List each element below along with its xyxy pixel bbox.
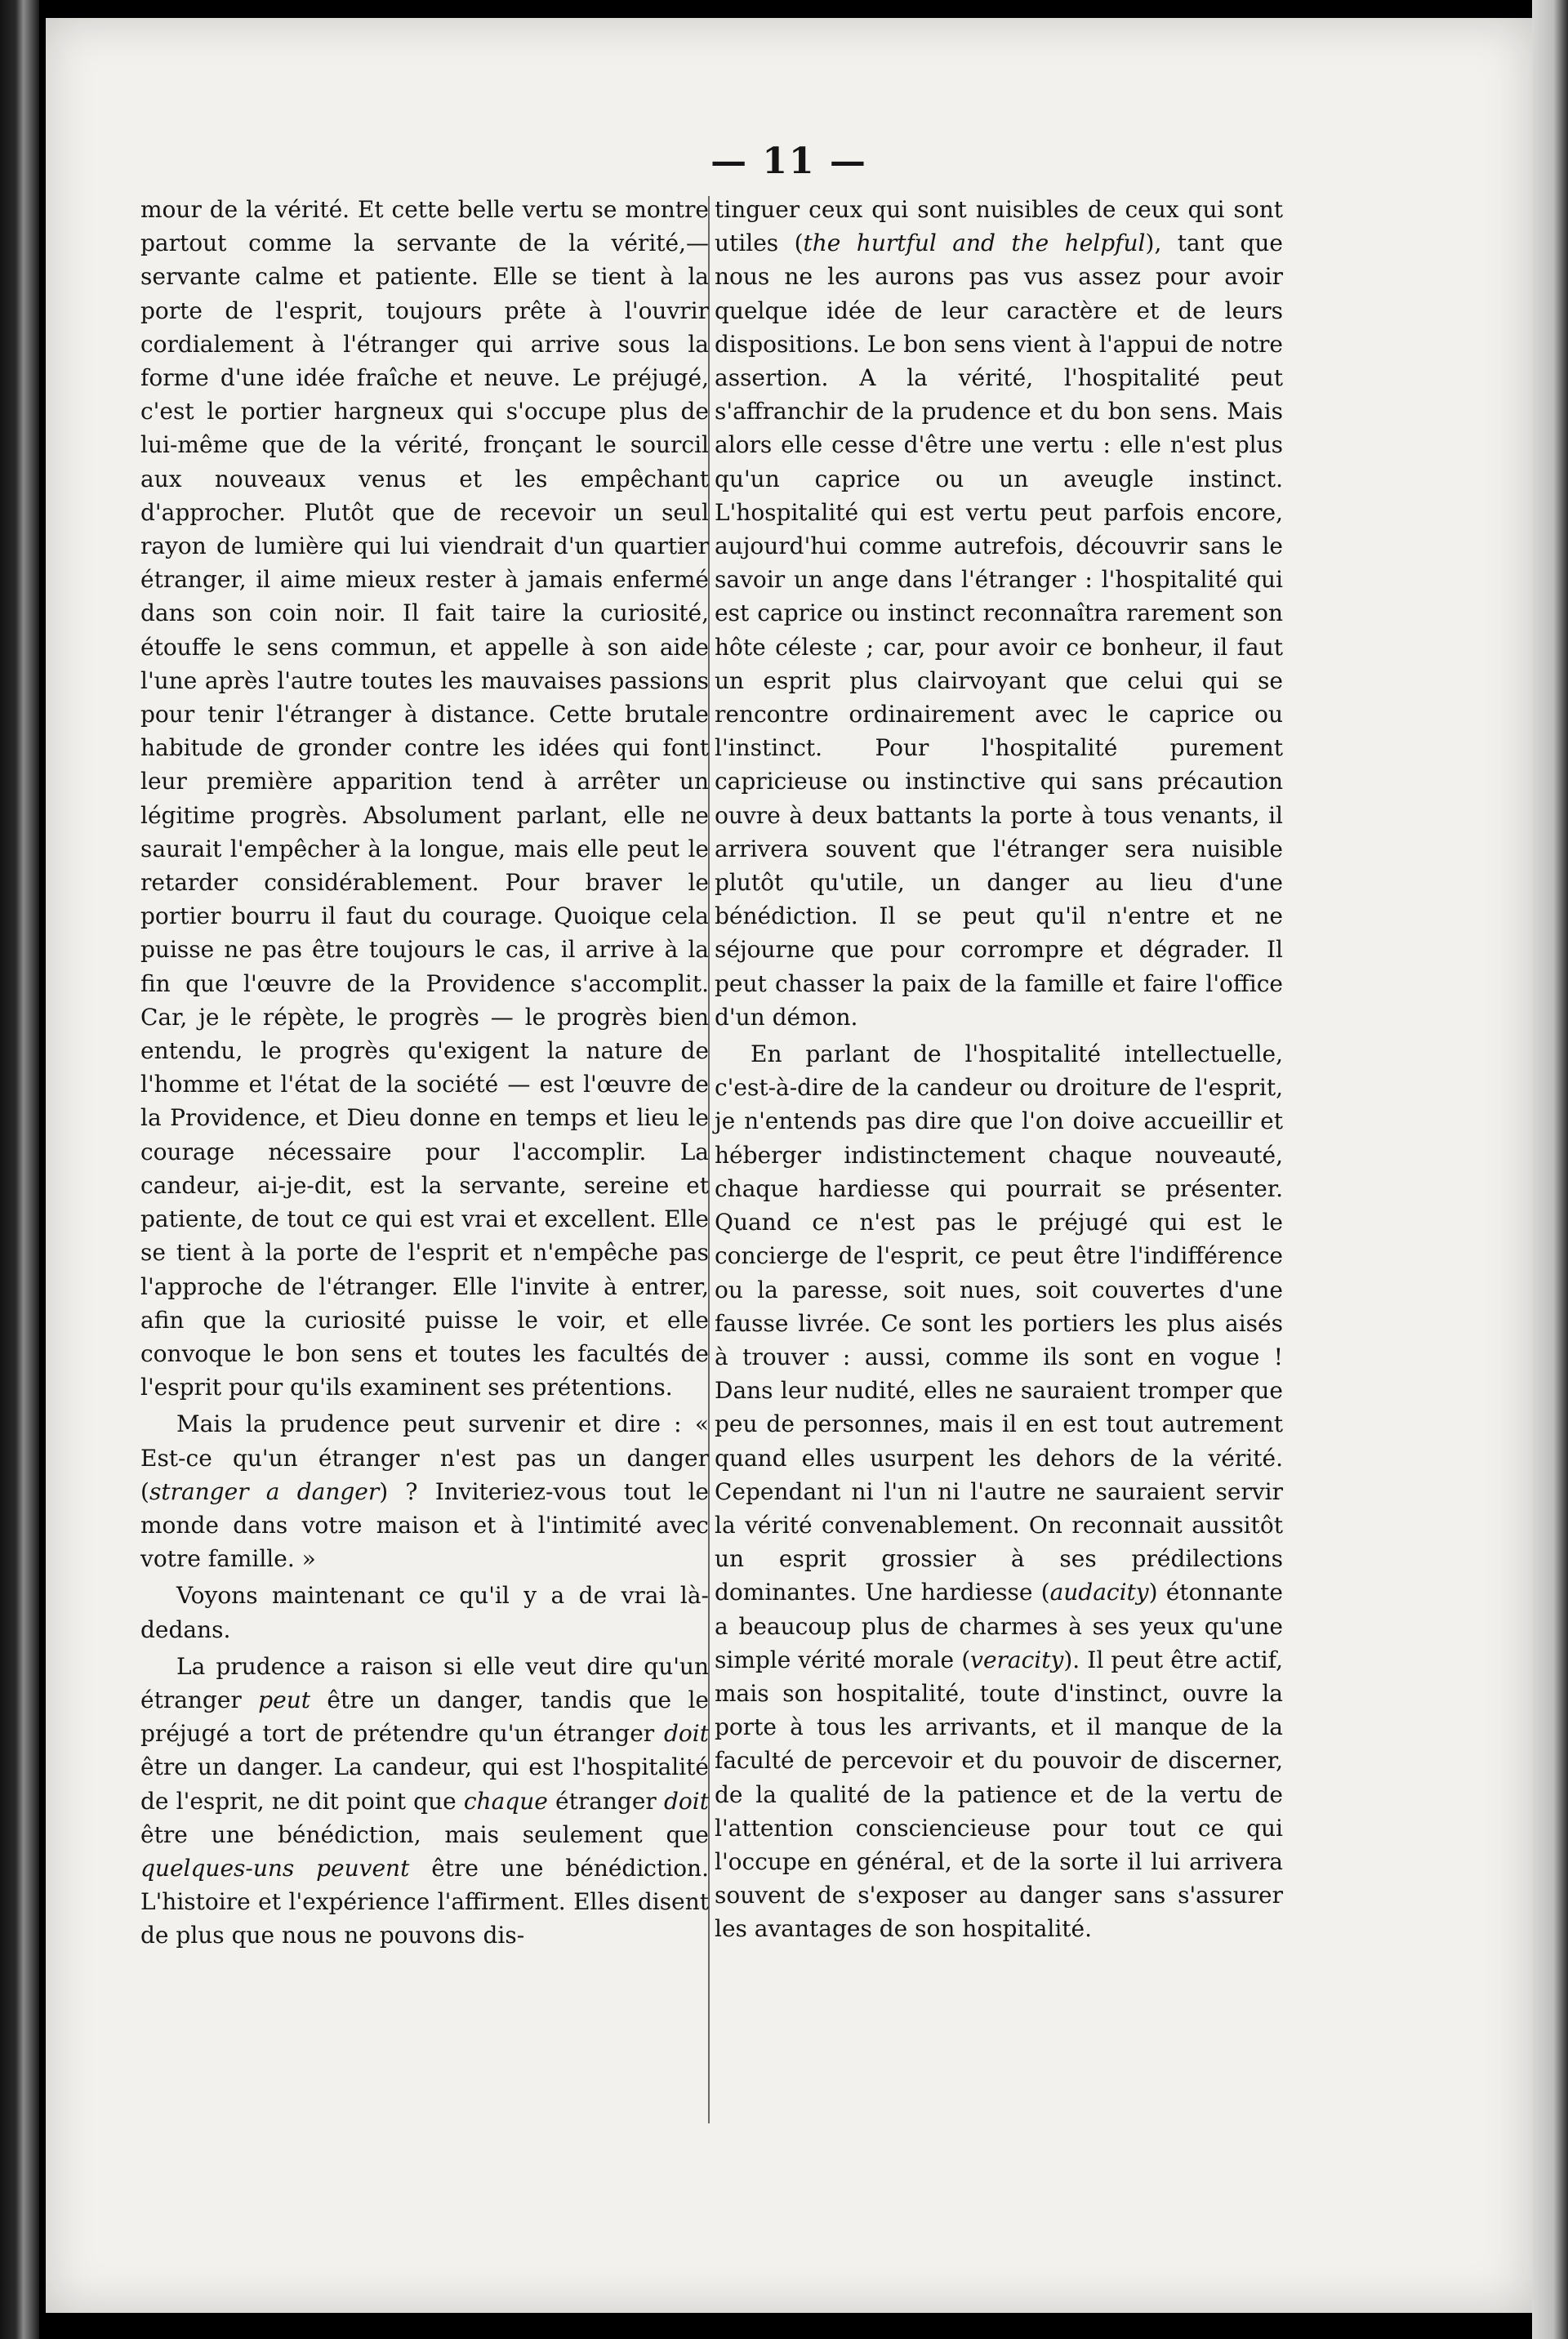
paragraph	[140, 1407, 709, 1575]
paragraph	[140, 1650, 709, 1953]
paragraph	[140, 1579, 709, 1646]
italic-text: quelques-uns peuvent	[140, 1854, 410, 1882]
text-run: La prudence a raison si elle veut dire qu'un étranger	[140, 1652, 709, 1713]
text-run: ). Il peut être actif, mais son hospitalité, toute d'instinct, ouvre la porte à tous les arrivants, et il manque de la faculté de percevoir et du pouvoir de discerner, de la qualité de la patience et de la vertu de l'attention consciencieuse pour tout ce qui l'occupe en général, et de la sorte il lui arrivera souvent de s'exposer au danger sans s'assurer les avantages de son hospitalité.	[715, 1646, 1283, 1943]
paragraph	[140, 193, 709, 1404]
italic-text: doit	[664, 1720, 709, 1748]
italic-text: veracity	[970, 1646, 1064, 1673]
text-run: être une bénédiction. L'histoire et l'expérience l'affirment. Elles disent de plus que nous ne pouvons dis-	[140, 1854, 709, 1949]
paragraph	[715, 193, 1283, 1034]
scan-right-margin	[1532, 0, 1568, 2339]
italic-text: the hurtful and the helpful	[803, 229, 1146, 257]
italic-text: chaque	[463, 1787, 548, 1815]
text-run: Mais la prudence peut survenir et dire : « Est-ce qu'un étranger n'est pas un danger (	[140, 1410, 709, 1505]
italic-text: audacity	[1049, 1579, 1149, 1606]
text-run: Voyons maintenant ce qu'il y a de vrai là-dedans.	[140, 1582, 709, 1643]
italic-text: stranger a danger	[149, 1477, 380, 1505]
text-run: tinguer ceux qui sont nuisibles de ceux qui sont utiles (	[715, 196, 1283, 257]
text-run: En parlant de l'hospitalité intellectuelle, c'est-à-dire de la candeur ou droiture de l'esprit, je n'entends pas dire que l'on doive accueillir et héberger indistinctement chaque nouveauté, chaque hardiesse qui pourrait se présenter. Quand ce n'est pas le préjugé qui est le concierge de l'esprit, ce peut être l'indifférence ou la paresse, soit nues, soit couvertes d'une fausse livrée. Ce sont les portiers les plus aisés à trouver : aussi, comme ils sont en vogue ! Dans leur nudité, elles ne sauraient tromper que peu de personnes, mais il en est tout autrement quand elles usurpent les dehors de la vérité. Cependant ni l'un ni l'autre ne sauraient servir la vérité convenablement. On reconnait aussitôt un esprit grossier à ses prédilections dominantes. Une hardiesse (	[715, 1040, 1283, 1606]
page-number: — 11 —	[710, 140, 867, 182]
text-run: être une bénédiction, mais seulement que	[140, 1820, 709, 1848]
text-run: ) ? Inviteriez-vous tout le monde dans votre maison et à l'intimité avec votre famille. »	[140, 1477, 709, 1573]
right-column	[715, 193, 1283, 1949]
text-run: être un danger, tandis que le préjugé a tort de prétendre qu'un étranger	[140, 1686, 709, 1748]
scan-left-margin	[0, 0, 39, 2339]
italic-text: peut	[258, 1686, 311, 1713]
italic-text: doit	[664, 1787, 709, 1815]
left-column	[140, 193, 709, 1956]
text-run: ), tant que nous ne les aurons pas vus assez pour avoir quelque idée de leur caractère et de leurs dispositions. Le bon sens vient à l'appui de notre assertion. A la vérité, l'hospitalité peut s'affranchir de la prudence et du bon sens. Mais alors elle cesse d'être une vertu : elle n'est plus qu'un caprice ou un aveugle instinct. L'hospitalité qui est vertu peut parfois encore, aujourd'hui comme autrefois, découvrir sans le savoir un ange dans l'étranger : l'hospitalité qui est caprice ou instinct reconnaîtra rarement son hôte céleste ; car, pour avoir ce bonheur, il faut un esprit plus clairvoyant que celui qui se rencontre ordinairement avec le caprice ou l'instinct. Pour l'hospitalité purement capricieuse ou instinctive qui sans précaution ouvre à deux battants la porte à tous venants, il arrivera souvent que l'étranger sera nuisible plutôt qu'utile, un danger au lieu d'une bénédiction. Il se peut qu'il n'entre et ne séjourne que pour corrompre et dégrader. Il peut chasser la paix de la famille et faire l'office d'un démon.	[715, 229, 1283, 1031]
text-run: être un danger. La candeur, qui est l'hospitalité de l'esprit, ne dit point que	[140, 1753, 709, 1815]
text-run: étranger	[547, 1787, 664, 1815]
text-run: ) étonnante a beaucoup plus de charmes à ses yeux qu'une simple vérité morale (	[715, 1579, 1283, 1673]
text-run: mour de la vérité. Et cette belle vertu se montre partout comme la servante de la vérité,—servante calme et patiente. Elle se tient à la porte de l'esprit, toujours prête à l'ouvrir cordialement à l'étranger qui arrive sous la forme d'une idée fraîche et neuve. Le préjugé, c'est le portier hargneux qui s'occupe plus de lui-même que de la vérité, fronçant le sourcil aux nouveaux venus et les empêchant d'approcher. Plutôt que de recevoir un seul rayon de lumière qui lui viendrait d'un quartier étranger, il aime mieux rester à jamais enfermé dans son coin noir. Il fait taire la curiosité, étouffe le sens commun, et appelle à son aide l'une après l'autre toutes les mauvaises passions pour tenir l'étranger à distance. Cette brutale habitude de gronder contre les idées qui font leur première apparition tend à arrêter un légitime progrès. Absolument parlant, elle ne saurait l'empêcher à la longue, mais elle peut le retarder considérablement. Pour braver le portier bourru il faut du courage. Quoique cela puisse ne pas être toujours le cas, il arrive à la fin que l'œuvre de la Providence s'accomplit. Car, je le répète, le progrès — le progrès bien entendu, le progrès qu'exigent la nature de l'homme et l'état de la société — est l'œuvre de la Providence, et Dieu donne en temps et lieu le courage nécessaire pour l'accomplir. La candeur, ai-je-dit, est la servante, sereine et patiente, de tout ce qui est vrai et excellent. Elle se tient à la porte de l'esprit et n'empêche pas l'approche de l'étranger. Elle l'invite à entrer, afin que la curiosité puisse le voir, et elle convoque le bon sens et toutes les facultés de l'esprit pour qu'ils examinent ses prétentions.	[140, 196, 709, 1401]
paragraph	[715, 1037, 1283, 1945]
